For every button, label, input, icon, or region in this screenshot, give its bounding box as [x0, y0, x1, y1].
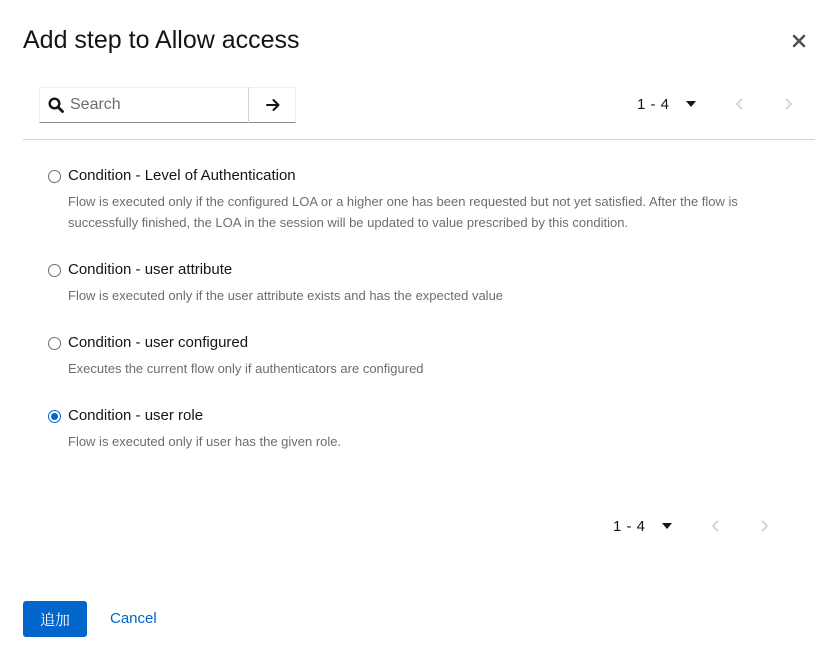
divider: [23, 139, 815, 140]
cancel-button[interactable]: Cancel: [110, 610, 157, 627]
search-group: [39, 87, 296, 123]
close-icon: [788, 30, 810, 52]
radio-button[interactable]: [48, 337, 61, 350]
caret-down-icon[interactable]: [662, 523, 672, 529]
radio-button-selected[interactable]: [48, 410, 61, 423]
option-label[interactable]: Condition - user configured: [68, 334, 249, 351]
caret-down-icon[interactable]: [686, 101, 696, 107]
radio-button[interactable]: [48, 170, 61, 183]
radio-button[interactable]: [48, 264, 61, 277]
search-submit-button[interactable]: [248, 87, 296, 123]
modal-title: Add step to Allow access: [23, 26, 300, 54]
option-description: Flow is executed only if the configured LOA or a higher one has been requested but not yet satisfied. After the flow is successfully finished, the LOA in the session will be updated to value prescribed by this condition.: [68, 194, 738, 230]
search-icon: [48, 97, 64, 113]
close-button[interactable]: [788, 30, 810, 52]
angle-right-icon[interactable]: [782, 97, 794, 111]
option-description: Flow is executed only if the user attribute exists and has the expected value: [68, 288, 504, 303]
option-description: Flow is executed only if user has the given role.: [68, 434, 342, 449]
pagination-range: 1 - 4: [637, 95, 670, 113]
angle-right-icon[interactable]: [758, 519, 770, 533]
pagination-range: 1 - 4: [613, 517, 646, 535]
angle-left-icon[interactable]: [710, 519, 722, 533]
option-label[interactable]: Condition - user attribute: [68, 261, 233, 278]
option-label[interactable]: Condition - Level of Authentication: [68, 167, 296, 184]
option-description: Executes the current flow only if authenticators are configured: [68, 361, 424, 376]
arrow-right-icon: [265, 97, 281, 113]
pagination-top: [637, 92, 794, 116]
search-input[interactable]: [70, 92, 240, 118]
option-label[interactable]: Condition - user role: [68, 407, 204, 424]
add-button-label: 追加: [39, 611, 70, 629]
pagination-bottom: [613, 514, 770, 538]
angle-left-icon[interactable]: [734, 97, 746, 111]
add-button[interactable]: [23, 601, 87, 637]
